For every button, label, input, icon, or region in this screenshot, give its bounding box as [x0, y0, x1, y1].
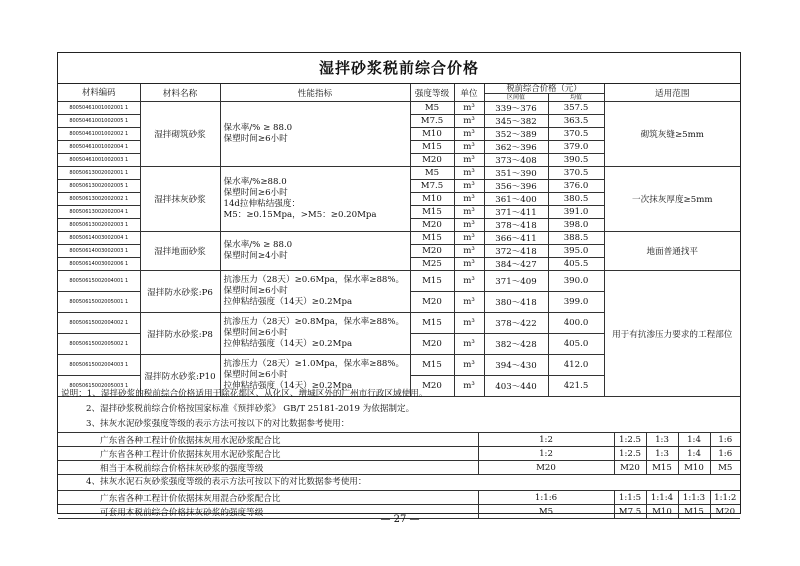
ref-value: 1:1:5 — [614, 491, 646, 505]
strength-grade: M20 — [410, 219, 454, 232]
performance-line: 保塑时间≥6小时 — [223, 188, 288, 198]
price-average: 388.5 — [548, 232, 604, 245]
ref-value: M20 — [614, 461, 646, 475]
table-row — [58, 461, 740, 475]
strength-grade: M20 — [410, 334, 454, 355]
price-average: 399.0 — [548, 292, 604, 313]
price-average: 400.0 — [548, 313, 604, 334]
ref-value: 1:1:3 — [678, 491, 710, 505]
performance-line: 抗渗压力（28天）≥0.6Mpa，保水率≥88%。 — [223, 275, 405, 285]
performance-spec — [220, 313, 410, 355]
ref-value: 1:2.5 — [614, 447, 646, 461]
material-code: 80050613002002001 1 — [58, 167, 140, 180]
price-range: 371～411 — [484, 206, 548, 219]
header-name: 材料名称 — [140, 84, 220, 102]
price-range: 361～400 — [484, 193, 548, 206]
performance-line: M5：≥0.15Mpa，>M5：≥0.20Mpa — [223, 210, 377, 220]
page-number: — 27 — — [380, 514, 420, 525]
ref-value: M5 — [478, 505, 614, 519]
ref-value: 1:4 — [678, 433, 710, 447]
price-range: 339～376 — [484, 102, 548, 115]
performance-spec — [220, 271, 410, 313]
material-code: 80050461001002005 1 — [58, 115, 140, 128]
performance-line: 拉伸粘结强度（14天）≥0.2Mpa — [223, 339, 353, 349]
performance-line: 14d拉伸粘结强度： — [223, 199, 301, 209]
performance-line: 保塑时间≥6小时 — [223, 328, 288, 338]
ref-value: M5 — [710, 461, 740, 475]
price-average: 363.5 — [548, 115, 604, 128]
unit: m³ — [454, 313, 484, 334]
unit: m³ — [454, 180, 484, 193]
strength-grade: M15 — [410, 232, 454, 245]
ref-value: M10 — [646, 505, 678, 519]
header-range: 区间值 — [484, 94, 548, 102]
unit: m³ — [454, 292, 484, 313]
table-row — [58, 167, 740, 180]
ref-value: 1:3 — [646, 433, 678, 447]
price-average: 380.5 — [548, 193, 604, 206]
strength-grade: M7.5 — [410, 115, 454, 128]
header-price: 税前综合价格（元） — [484, 84, 604, 94]
price-range: 372～418 — [484, 245, 548, 258]
performance-line: 拉伸粘结强度（14天）≥0.2Mpa — [223, 297, 353, 307]
material-code: 80050613002002002 1 — [58, 193, 140, 206]
material-code: 80050615002005003 1 — [58, 376, 140, 397]
price-average: 395.0 — [548, 245, 604, 258]
price-range: 345～382 — [484, 115, 548, 128]
application-scope: 一次抹灰厚度≥5mm — [604, 167, 740, 232]
material-code: 80050614003002003 1 — [58, 245, 140, 258]
price-average: 379.0 — [548, 141, 604, 154]
price-average: 421.5 — [548, 376, 604, 397]
table-row — [58, 447, 740, 461]
unit: m³ — [454, 115, 484, 128]
ref-value: 1:6 — [710, 433, 740, 447]
material-name: 湿拌防水砂浆:P8 — [140, 313, 220, 355]
notes-section — [58, 387, 740, 519]
performance-line: 保塑时间≥6小时 — [223, 286, 288, 296]
price-average: 376.0 — [548, 180, 604, 193]
performance-spec — [220, 167, 410, 232]
ref-value: 1:4 — [678, 447, 710, 461]
unit: m³ — [454, 102, 484, 115]
price-average: 390.5 — [548, 154, 604, 167]
material-code: 80050615002004002 1 — [58, 313, 140, 334]
strength-grade: M20 — [410, 245, 454, 258]
strength-grade: M20 — [410, 292, 454, 313]
table-row — [58, 491, 740, 505]
price-range: 373～408 — [484, 154, 548, 167]
material-code: 80050615002005001 1 — [58, 292, 140, 313]
application-scope: 用于有抗渗压力要求的工程部位 — [604, 271, 740, 397]
ref-label: 广东省各种工程计价依据抹灰用混合砂浆配合比 — [58, 491, 478, 505]
table-row — [58, 232, 740, 245]
unit: m³ — [454, 376, 484, 397]
material-code: 80050615002004001 1 — [58, 271, 140, 292]
ref-value: 1:2.5 — [614, 433, 646, 447]
price-range: 382～428 — [484, 334, 548, 355]
strength-grade: M25 — [410, 258, 454, 271]
material-name: 湿拌砌筑砂浆 — [140, 102, 220, 167]
table-row — [58, 271, 740, 292]
unit: m³ — [454, 219, 484, 232]
unit: m³ — [454, 141, 484, 154]
material-name: 湿拌防水砂浆:P6 — [140, 271, 220, 313]
strength-grade: M20 — [410, 376, 454, 397]
ref-value: M10 — [678, 461, 710, 475]
material-code: 80050613002002005 1 — [58, 180, 140, 193]
unit: m³ — [454, 271, 484, 292]
unit: m³ — [454, 245, 484, 258]
ref-label: 广东省各种工程计价依据抹灰用水泥砂浆配合比 — [58, 433, 478, 447]
strength-grade: M15 — [410, 271, 454, 292]
ref-label: 可套用本税前综合价格抹灰砂浆的强度等级 — [58, 505, 478, 519]
page-title: 湿拌砂浆税前综合价格 — [58, 53, 740, 84]
note-2: 2、湿拌砂浆税前综合价格按国家标准《预拌砂浆》 GB/T 25181-2019 为依据制定。 — [86, 404, 415, 414]
table-row — [58, 102, 740, 115]
material-code: 80050613002002003 1 — [58, 219, 140, 232]
ref-value: M15 — [646, 461, 678, 475]
price-range: 403～440 — [484, 376, 548, 397]
material-code: 80050614003002006 1 — [58, 258, 140, 271]
price-average: 357.5 — [548, 102, 604, 115]
application-scope: 砌筑灰缝≥5mm — [604, 102, 740, 167]
price-average: 405.5 — [548, 258, 604, 271]
strength-grade: M5 — [410, 102, 454, 115]
unit: m³ — [454, 206, 484, 219]
price-average: 412.0 — [548, 355, 604, 376]
material-name: 湿拌抹灰砂浆 — [140, 167, 220, 232]
note-3: 3、抹灰水泥砂浆强度等级的表示方法可按以下的对比数据参考使用： — [86, 419, 350, 429]
ref-value: 1:1:4 — [646, 491, 678, 505]
performance-line: 抗渗压力（28天）≥0.8Mpa，保水率≥88%。 — [223, 317, 405, 327]
unit: m³ — [454, 193, 484, 206]
ref-value: M20 — [710, 505, 740, 519]
unit: m³ — [454, 258, 484, 271]
ref-value: 1:6 — [710, 447, 740, 461]
ref-value: 1:2 — [478, 447, 614, 461]
performance-spec — [220, 102, 410, 167]
price-range: 378～418 — [484, 219, 548, 232]
material-code: 80050614003002004 1 — [58, 232, 140, 245]
material-code: 80050461001002001 1 — [58, 102, 140, 115]
price-range: 352～389 — [484, 128, 548, 141]
price-average: 390.0 — [548, 271, 604, 292]
strength-grade: M7.5 — [410, 180, 454, 193]
strength-grade: M15 — [410, 355, 454, 376]
material-name: 湿拌防水砂浆:P10 — [140, 355, 220, 397]
header-scope: 适用范围 — [604, 84, 740, 102]
note-4: 4、抹灰水泥石灰砂浆强度等级的表示方法可按以下的对比数据参考使用： — [86, 477, 367, 487]
application-scope: 地面普通找平 — [604, 232, 740, 271]
price-average: 405.0 — [548, 334, 604, 355]
price-range: 356～396 — [484, 180, 548, 193]
ref-value: 1:2 — [478, 433, 614, 447]
price-average: 398.0 — [548, 219, 604, 232]
strength-grade: M20 — [410, 154, 454, 167]
header-avg: 均值 — [548, 94, 604, 102]
price-range: 362～396 — [484, 141, 548, 154]
price-range: 371～409 — [484, 271, 548, 292]
price-sheet — [57, 52, 741, 518]
strength-grade: M15 — [410, 141, 454, 154]
material-code: 80050461001002002 1 — [58, 128, 140, 141]
ref-value: 1:1:6 — [478, 491, 614, 505]
price-average: 391.0 — [548, 206, 604, 219]
price-range: 351～390 — [484, 167, 548, 180]
unit: m³ — [454, 355, 484, 376]
performance-line: 保塑时间≥6小时 — [223, 134, 288, 144]
unit: m³ — [454, 232, 484, 245]
ref-value: M15 — [678, 505, 710, 519]
header-unit: 单位 — [454, 84, 484, 102]
material-code: 80050615002005002 1 — [58, 334, 140, 355]
ref-value: M20 — [478, 461, 614, 475]
price-range: 380～418 — [484, 292, 548, 313]
material-code: 80050461001002003 1 — [58, 154, 140, 167]
header-grade: 强度等级 — [410, 84, 454, 102]
header-performance: 性能指标 — [220, 84, 410, 102]
performance-line: 拉伸粘结强度（14天）≥0.2Mpa — [223, 381, 353, 391]
ref-label: 相当于本税前综合价格抹灰砂浆的强度等级 — [58, 461, 478, 475]
strength-grade: M15 — [410, 206, 454, 219]
unit: m³ — [454, 154, 484, 167]
price-range: 366～411 — [484, 232, 548, 245]
price-range: 394～430 — [484, 355, 548, 376]
table-row — [58, 433, 740, 447]
reference-table-cement — [58, 432, 740, 475]
price-range: 384～427 — [484, 258, 548, 271]
unit: m³ — [454, 334, 484, 355]
performance-line: 保塑时间≥6小时 — [223, 370, 288, 380]
unit: m³ — [454, 167, 484, 180]
ref-value: M7.5 — [614, 505, 646, 519]
strength-grade: M10 — [410, 193, 454, 206]
performance-line: 保水率/%≥88.0 — [223, 177, 287, 187]
performance-line: 保水率/% ≥ 88.0 — [223, 123, 293, 133]
material-name: 湿拌地面砂浆 — [140, 232, 220, 271]
material-code: 80050615002004003 1 — [58, 355, 140, 376]
material-code: 80050461001002004 1 — [58, 141, 140, 154]
price-average: 370.5 — [548, 167, 604, 180]
performance-line: 保水率/% ≥ 88.0 — [223, 240, 293, 250]
ref-value: 1:3 — [646, 447, 678, 461]
performance-spec — [220, 232, 410, 271]
strength-grade: M5 — [410, 167, 454, 180]
price-average: 370.5 — [548, 128, 604, 141]
material-code: 80050613002002004 1 — [58, 206, 140, 219]
performance-line: 抗渗压力（28天）≥1.0Mpa，保水率≥88%。 — [223, 359, 405, 369]
header-code: 材料编码 — [58, 84, 140, 102]
note-1: 说明：1、湿拌砂浆的税前综合价格适用于除花都区、从化区、增城区外的广州市行政区域使用。 — [61, 389, 428, 399]
price-table — [58, 84, 740, 397]
strength-grade: M15 — [410, 313, 454, 334]
unit: m³ — [454, 128, 484, 141]
performance-line: 保塑时间≥4小时 — [223, 251, 288, 261]
ref-value: 1:1:2 — [710, 491, 740, 505]
price-range: 378～422 — [484, 313, 548, 334]
ref-label: 广东省各种工程计价依据抹灰用水泥砂浆配合比 — [58, 447, 478, 461]
strength-grade: M10 — [410, 128, 454, 141]
